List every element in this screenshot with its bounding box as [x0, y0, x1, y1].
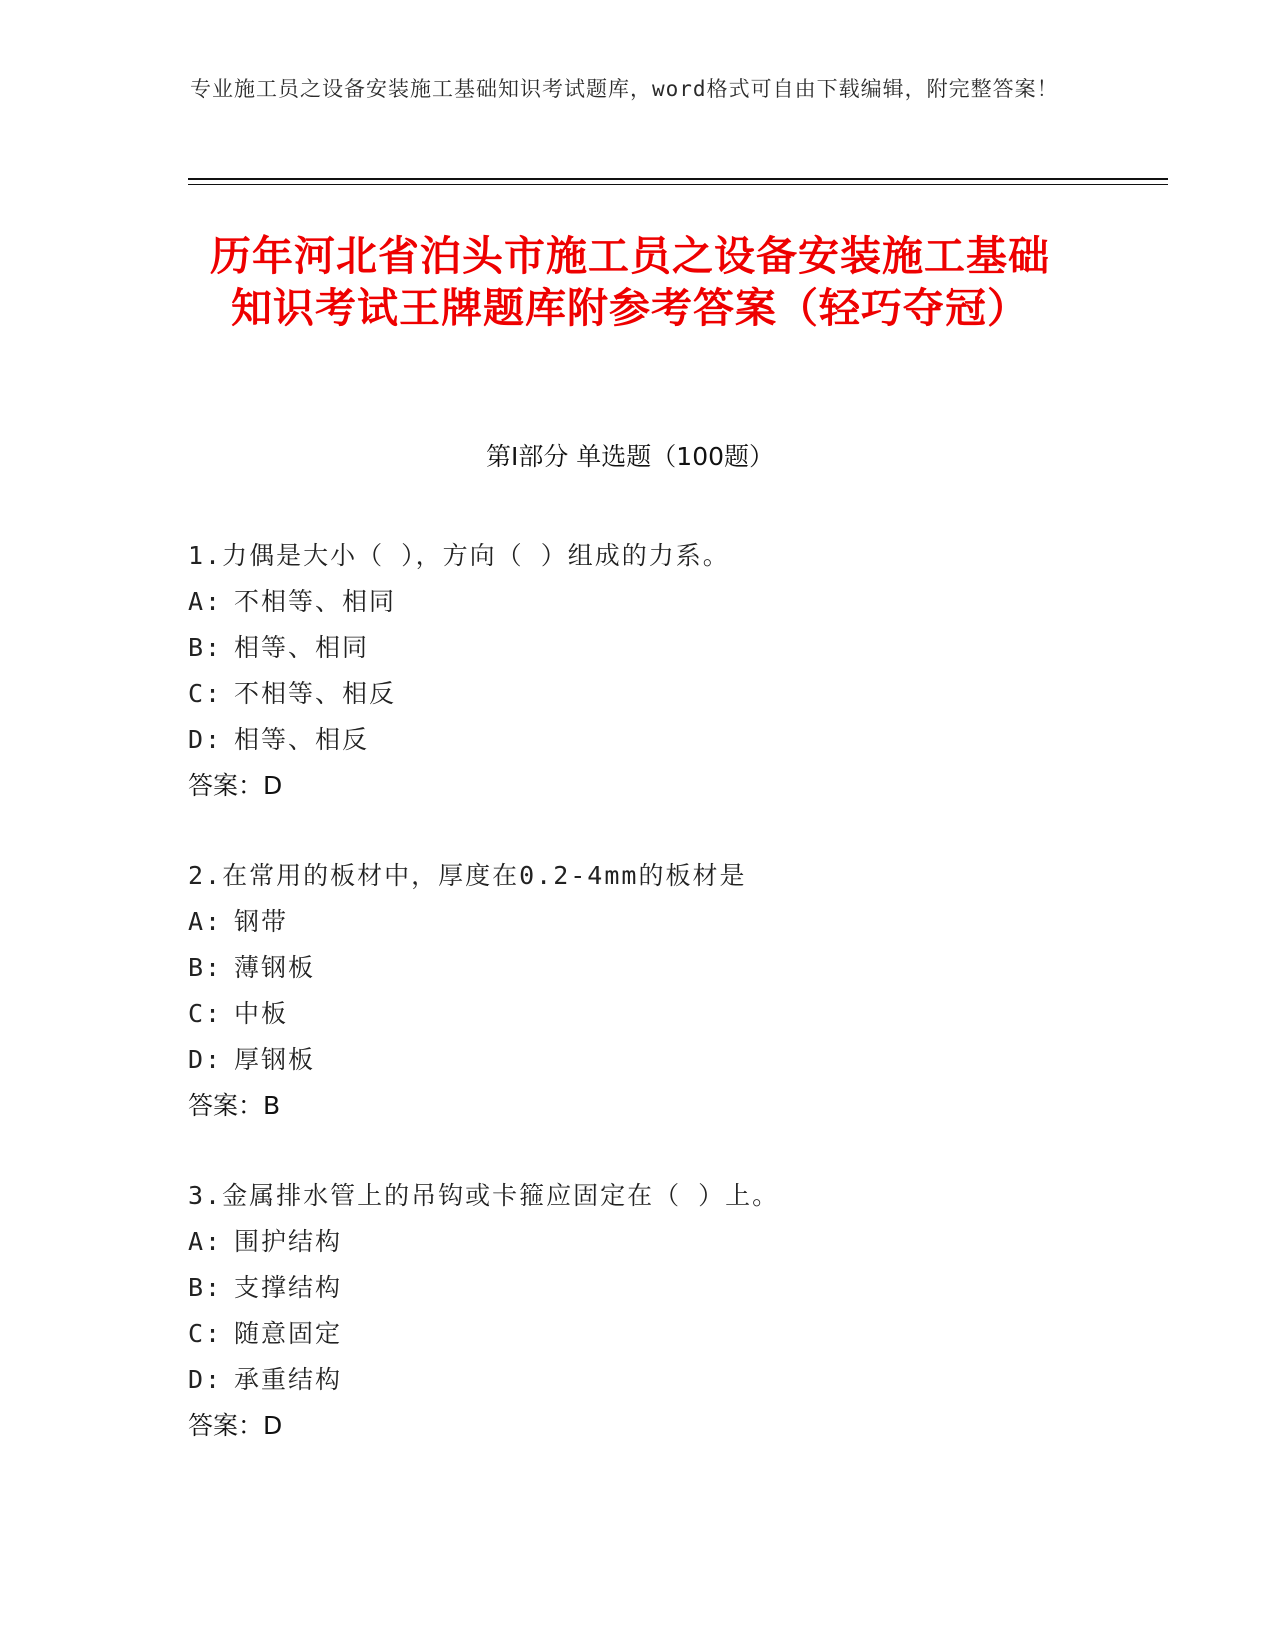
option-text: 厚钢板: [234, 1045, 316, 1074]
option-key: A:: [188, 907, 223, 936]
option-d: [188, 1037, 1088, 1083]
option-key: D:: [188, 1045, 223, 1074]
question-stem: 3.金属排水管上的吊钩或卡箍应固定在（ ）上。: [188, 1181, 780, 1210]
option-b: [188, 945, 1088, 991]
option-text: 随意固定: [234, 1319, 343, 1348]
option-b: [188, 625, 1088, 671]
option-key: C:: [188, 679, 223, 708]
option-key: D:: [188, 725, 223, 754]
document-title: 历年河北省泊头市施工员之设备安装施工基础知识考试王牌题库附参考答案（轻巧夺冠）: [210, 232, 1050, 332]
option-text: 相等、相反: [234, 725, 370, 754]
option-text: 不相等、相同: [234, 587, 397, 616]
option-key: C:: [188, 1319, 223, 1348]
option-key: A:: [188, 1227, 223, 1256]
option-text: 围护结构: [234, 1227, 343, 1256]
option-key: B:: [188, 953, 223, 982]
option-c: [188, 991, 1088, 1037]
question-3: [188, 1173, 1088, 1449]
option-a: [188, 899, 1088, 945]
answer-line: 答案：D: [188, 1411, 283, 1440]
header-note: 专业施工员之设备安装施工基础知识考试题库，word格式可自由下载编辑，附完整答案！: [190, 77, 1059, 101]
section-title: 第Ⅰ部分 单选题（100题）: [485, 442, 775, 471]
option-text: 不相等、相反: [234, 679, 397, 708]
option-c: [188, 671, 1088, 717]
header-rule-thin: [188, 184, 1168, 185]
answer-line: 答案：D: [188, 771, 283, 800]
question-list: [188, 533, 1088, 1493]
question-stem: 1.力偶是大小（ ），方向（ ）组成的力系。: [188, 541, 730, 570]
option-a: [188, 1219, 1088, 1265]
option-text: 中板: [234, 999, 289, 1028]
option-text: 薄钢板: [234, 953, 316, 982]
question-2: [188, 853, 1088, 1129]
option-key: C:: [188, 999, 223, 1028]
question-stem: 2.在常用的板材中，厚度在0.2-4mm的板材是: [188, 861, 747, 890]
option-text: 相等、相同: [234, 633, 370, 662]
option-text: 钢带: [234, 907, 289, 936]
option-key: B:: [188, 633, 223, 662]
option-text: 支撑结构: [234, 1273, 343, 1302]
option-d: [188, 717, 1088, 763]
option-c: [188, 1311, 1088, 1357]
answer-line: 答案：B: [188, 1091, 281, 1120]
option-b: [188, 1265, 1088, 1311]
option-text: 承重结构: [234, 1365, 343, 1394]
option-d: [188, 1357, 1088, 1403]
option-a: [188, 579, 1088, 625]
option-key: D:: [188, 1365, 223, 1394]
question-1: [188, 533, 1088, 809]
option-key: A:: [188, 587, 223, 616]
header-rule-thick: [188, 178, 1168, 180]
option-key: B:: [188, 1273, 223, 1302]
